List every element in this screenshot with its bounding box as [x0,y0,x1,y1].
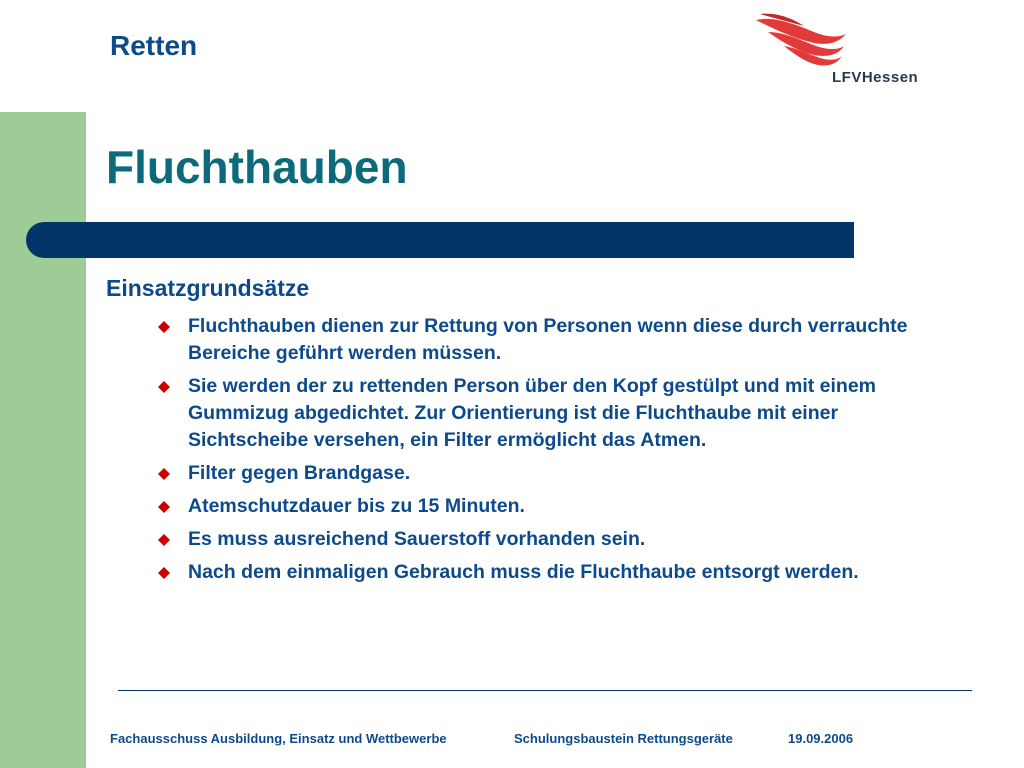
footer-divider [118,690,972,691]
list-item [156,559,936,586]
flag-swoosh-icon [754,12,854,68]
list-item [156,460,936,487]
title-underline-bar [26,222,854,258]
bullet-text: Fluchthauben dienen zur Rettung von Personen wenn diese durch verrauchte Bereiche geführt werden müssen. [188,315,908,364]
section-label: Retten [110,30,198,61]
red-diamond-icon [158,567,170,579]
bullet-text: Nach dem einmaligen Gebrauch muss die Fluchthaube entsorgt werden. [188,561,859,583]
red-diamond-icon [158,501,170,513]
logo-text: LFVHessen [832,69,919,86]
footer-module: Schulungsbaustein Rettungsgeräte [514,731,733,746]
list-item [156,526,936,553]
list-item [156,493,936,520]
red-diamond-icon [158,468,170,480]
red-diamond-icon [158,534,170,546]
bullet-text: Filter gegen Brandgase. [188,462,411,484]
bullet-text: Es muss ausreichend Sauerstoff vorhanden sein. [188,528,646,550]
red-diamond-icon [158,321,170,333]
side-accent-bar [0,112,86,768]
page-title: Fluchthauben [106,141,408,193]
subheading: Einsatzgrundsätze [106,275,310,301]
bullet-list [156,313,936,592]
list-item [156,313,936,367]
lfv-hessen-logo [754,12,924,92]
bullet-text: Atemschutzdauer bis zu 15 Minuten. [188,495,525,517]
bullet-text: Sie werden der zu rettenden Person über den Kopf gestülpt und mit einem Gummizug abgedichtet. Zur Orientierung ist die Fluchthaube mit einer Sichtscheibe versehen, ein Filter ermöglicht das Atmen. [188,375,877,451]
footer-date: 19.09.2006 [788,731,854,746]
red-diamond-icon [158,381,170,393]
list-item [156,373,936,454]
footer-committee: Fachausschuss Ausbildung, Einsatz und Wettbewerbe [110,731,447,746]
